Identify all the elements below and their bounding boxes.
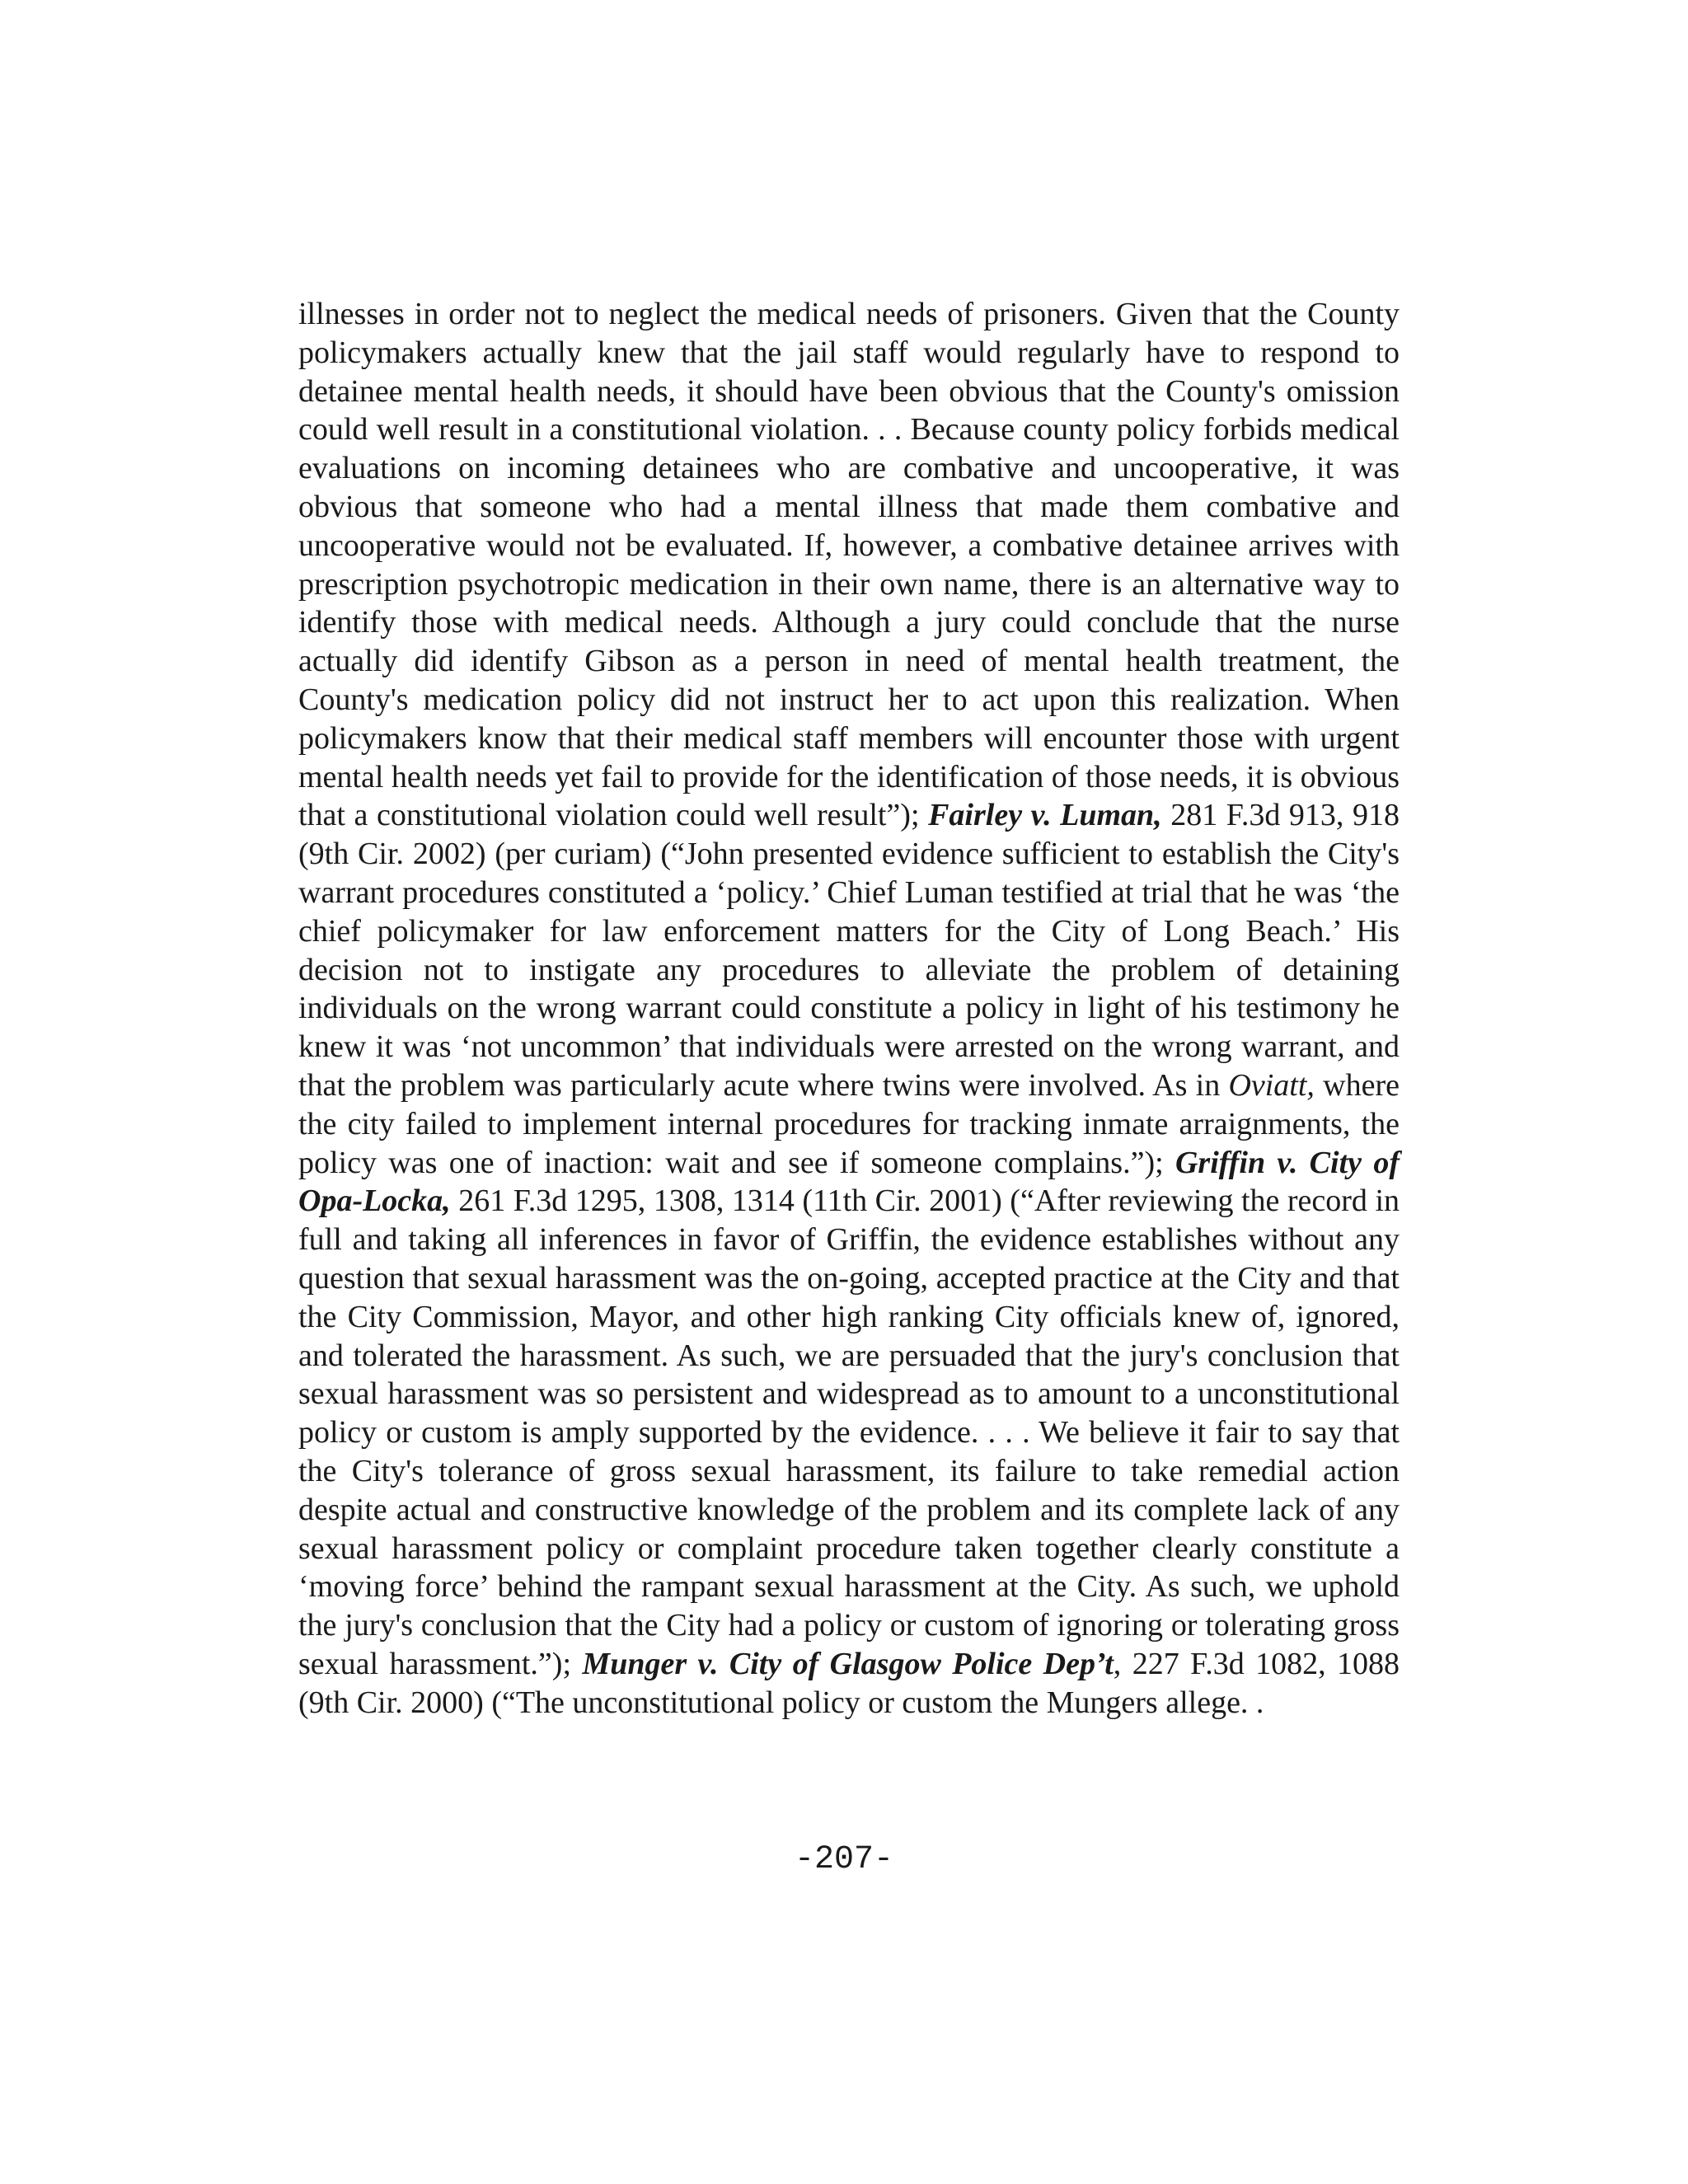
case-citation-fairley: Fairley v. Luman, bbox=[928, 798, 1162, 833]
case-citation-griffin: Griffin v. City of Opa-Locka, bbox=[298, 1145, 1400, 1219]
body-paragraph bbox=[298, 295, 1400, 1722]
text-run: 261 F.3d 1295, 1308, 1314 (11th Cir. 2001) (“After reviewing the record in full and taking all inferences in favor of Griffin, the evidence establishes without any question that sexual harassment was the on-going, accepted practice at the City and that the City Commission, Mayor, and other high ranking City officials knew of, ignored, and tolerated the harassment. As such, we are persuaded that the jury's conclusion that sexual harassment was so persistent and widespread as to amount to a unconstitutional policy or custom is amply supported by the evidence. . . . We believe it fair to say that the City's tolerance of gross sexual harassment, its failure to take remedial action despite actual and constructive knowledge of the problem and its complete lack of any sexual harassment policy or complaint procedure taken together clearly constitute a ‘moving force’ behind the rampant sexual harassment at the City. As such, we uphold the jury's conclusion that the City had a policy or custom of ignoring or tolerating gross sexual harassment.”); bbox=[298, 1183, 1400, 1681]
text-run: illnesses in order not to neglect the medical needs of prisoners. Given that the County policymakers actually knew that the jail staff would regularly have to respond to detainee mental health needs, it should have been obvious that the County's omission could well result in a constitutional violation. . . Because county policy forbids medical evaluations on incoming detainees who are combative and uncooperative, it was obvious that someone who had a mental illness that made them combative and uncooperative would not be evaluated. If, however, a combative detainee arrives with prescription psychotropic medication in their own name, there is an alternative way to identify those with medical needs. Although a jury could conclude that the nurse actually did identify Gibson as a person in need of mental health treatment, the County's medication policy did not instruct her to act upon this realization. When policymakers know that their medical staff members will encounter those with urgent mental health needs yet fail to provide for the identification of those needs, it is obvious that a constitutional violation could well result”); bbox=[298, 297, 1400, 833]
text-run: where the city failed to implement internal procedures for tracking inmate arraignments, the policy was one of inaction: wait and see if someone complains.”); bbox=[298, 1067, 1400, 1180]
case-reference-oviatt: Oviatt, bbox=[1228, 1067, 1315, 1103]
text-run: , 227 F.3d 1082, 1088 (9th Cir. 2000) (“The unconstitutional policy or custom the Mungers allege. . bbox=[298, 1646, 1400, 1720]
case-citation-munger: Munger v. City of Glasgow Police Dep’t bbox=[582, 1646, 1114, 1681]
text-run: 281 F.3d 913, 918 (9th Cir. 2002) (per curiam) (“John presented evidence sufficient to establish the City's warrant procedures constituted a ‘policy.’ Chief Luman testified at trial that he was ‘the chief policymaker for law enforcement matters for the City of Long Beach.’ His decision not to instigate any procedures to alleviate the problem of detaining individuals on the wrong warrant could constitute a policy in light of his testimony he knew it was ‘not uncommon’ that individuals were arrested on the wrong warrant, and that the problem was particularly acute where twins were involved. As in bbox=[298, 798, 1400, 1103]
page-number: -207- bbox=[794, 1841, 894, 1878]
